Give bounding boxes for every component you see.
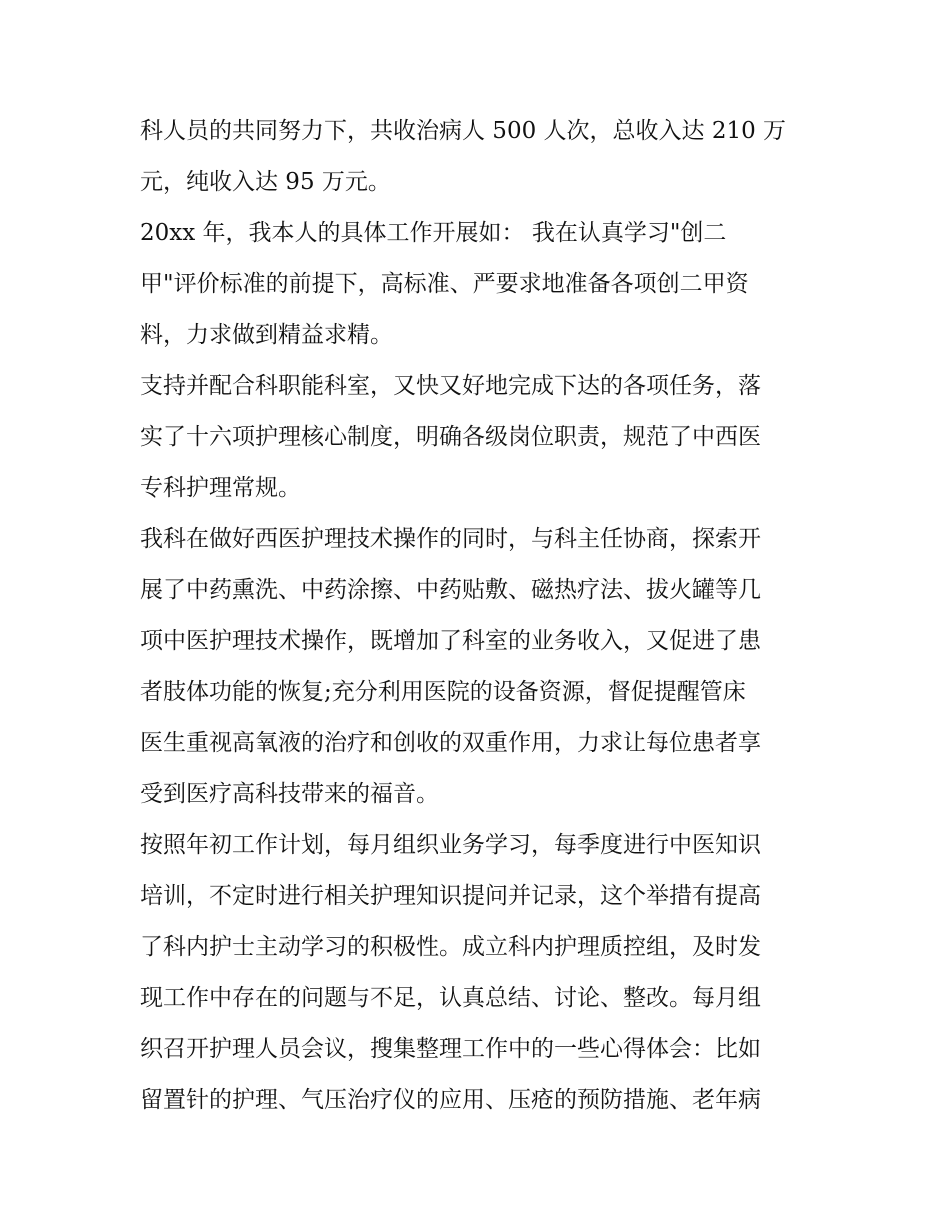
text-line: 按照年初工作计划，每月组织业务学习，每季度进行中医知识: [140, 832, 761, 858]
text-line: 了科内护士主动学习的积极性。成立科内护理质控组，及时发: [140, 934, 761, 960]
text-line: 科人员的共同努力下，共收治病人 500 人次，总收入达 210 万: [140, 118, 787, 144]
text-line: 培训，不定时进行相关护理知识提问并记录，这个举措有提高: [140, 883, 761, 909]
text-line: 展了中药熏洗、中药涂擦、中药贴敷、磁热疗法、拔火罐等几: [140, 577, 761, 603]
text-line: 实了十六项护理核心制度，明确各级岗位职责，规范了中西医: [140, 424, 761, 450]
text-line: 专科护理常规。: [140, 475, 301, 501]
text-line: 支持并配合科职能科室，又快又好地完成下达的各项任务，落: [140, 373, 761, 399]
text-line: 留置针的护理、气压治疗仪的应用、压疮的预防措施、老年病: [140, 1087, 761, 1113]
text-line: 项中医护理技术操作，既增加了科室的业务收入，又促进了患: [140, 628, 761, 654]
text-line: 20xx 年，我本人的具体工作开展如： 我在认真学习"创二: [140, 220, 727, 246]
text-line: 者肢体功能的恢复;充分利用医院的设备资源，督促提醒管床: [140, 679, 746, 705]
text-line: 织召开护理人员会议，搜集整理工作中的一些心得体会：比如: [140, 1036, 761, 1062]
text-line: 料，力求做到精益求精。: [140, 322, 393, 348]
text-line: 现工作中存在的问题与不足，认真总结、讨论、整改。每月组: [140, 985, 761, 1011]
body-text: [140, 106, 830, 1126]
text-line: 甲"评价标准的前提下，高标准、严要求地准备各项创二甲资: [140, 271, 749, 297]
text-line: 元，纯收入达 95 万元。: [140, 169, 391, 195]
text-line: 受到医疗高科技带来的福音。: [140, 781, 439, 807]
text-line: 医生重视高氧液的治疗和创收的双重作用，力求让每位患者享: [140, 730, 761, 756]
text-line: 我科在做好西医护理技术操作的同时，与科主任协商，探索开: [140, 526, 761, 552]
